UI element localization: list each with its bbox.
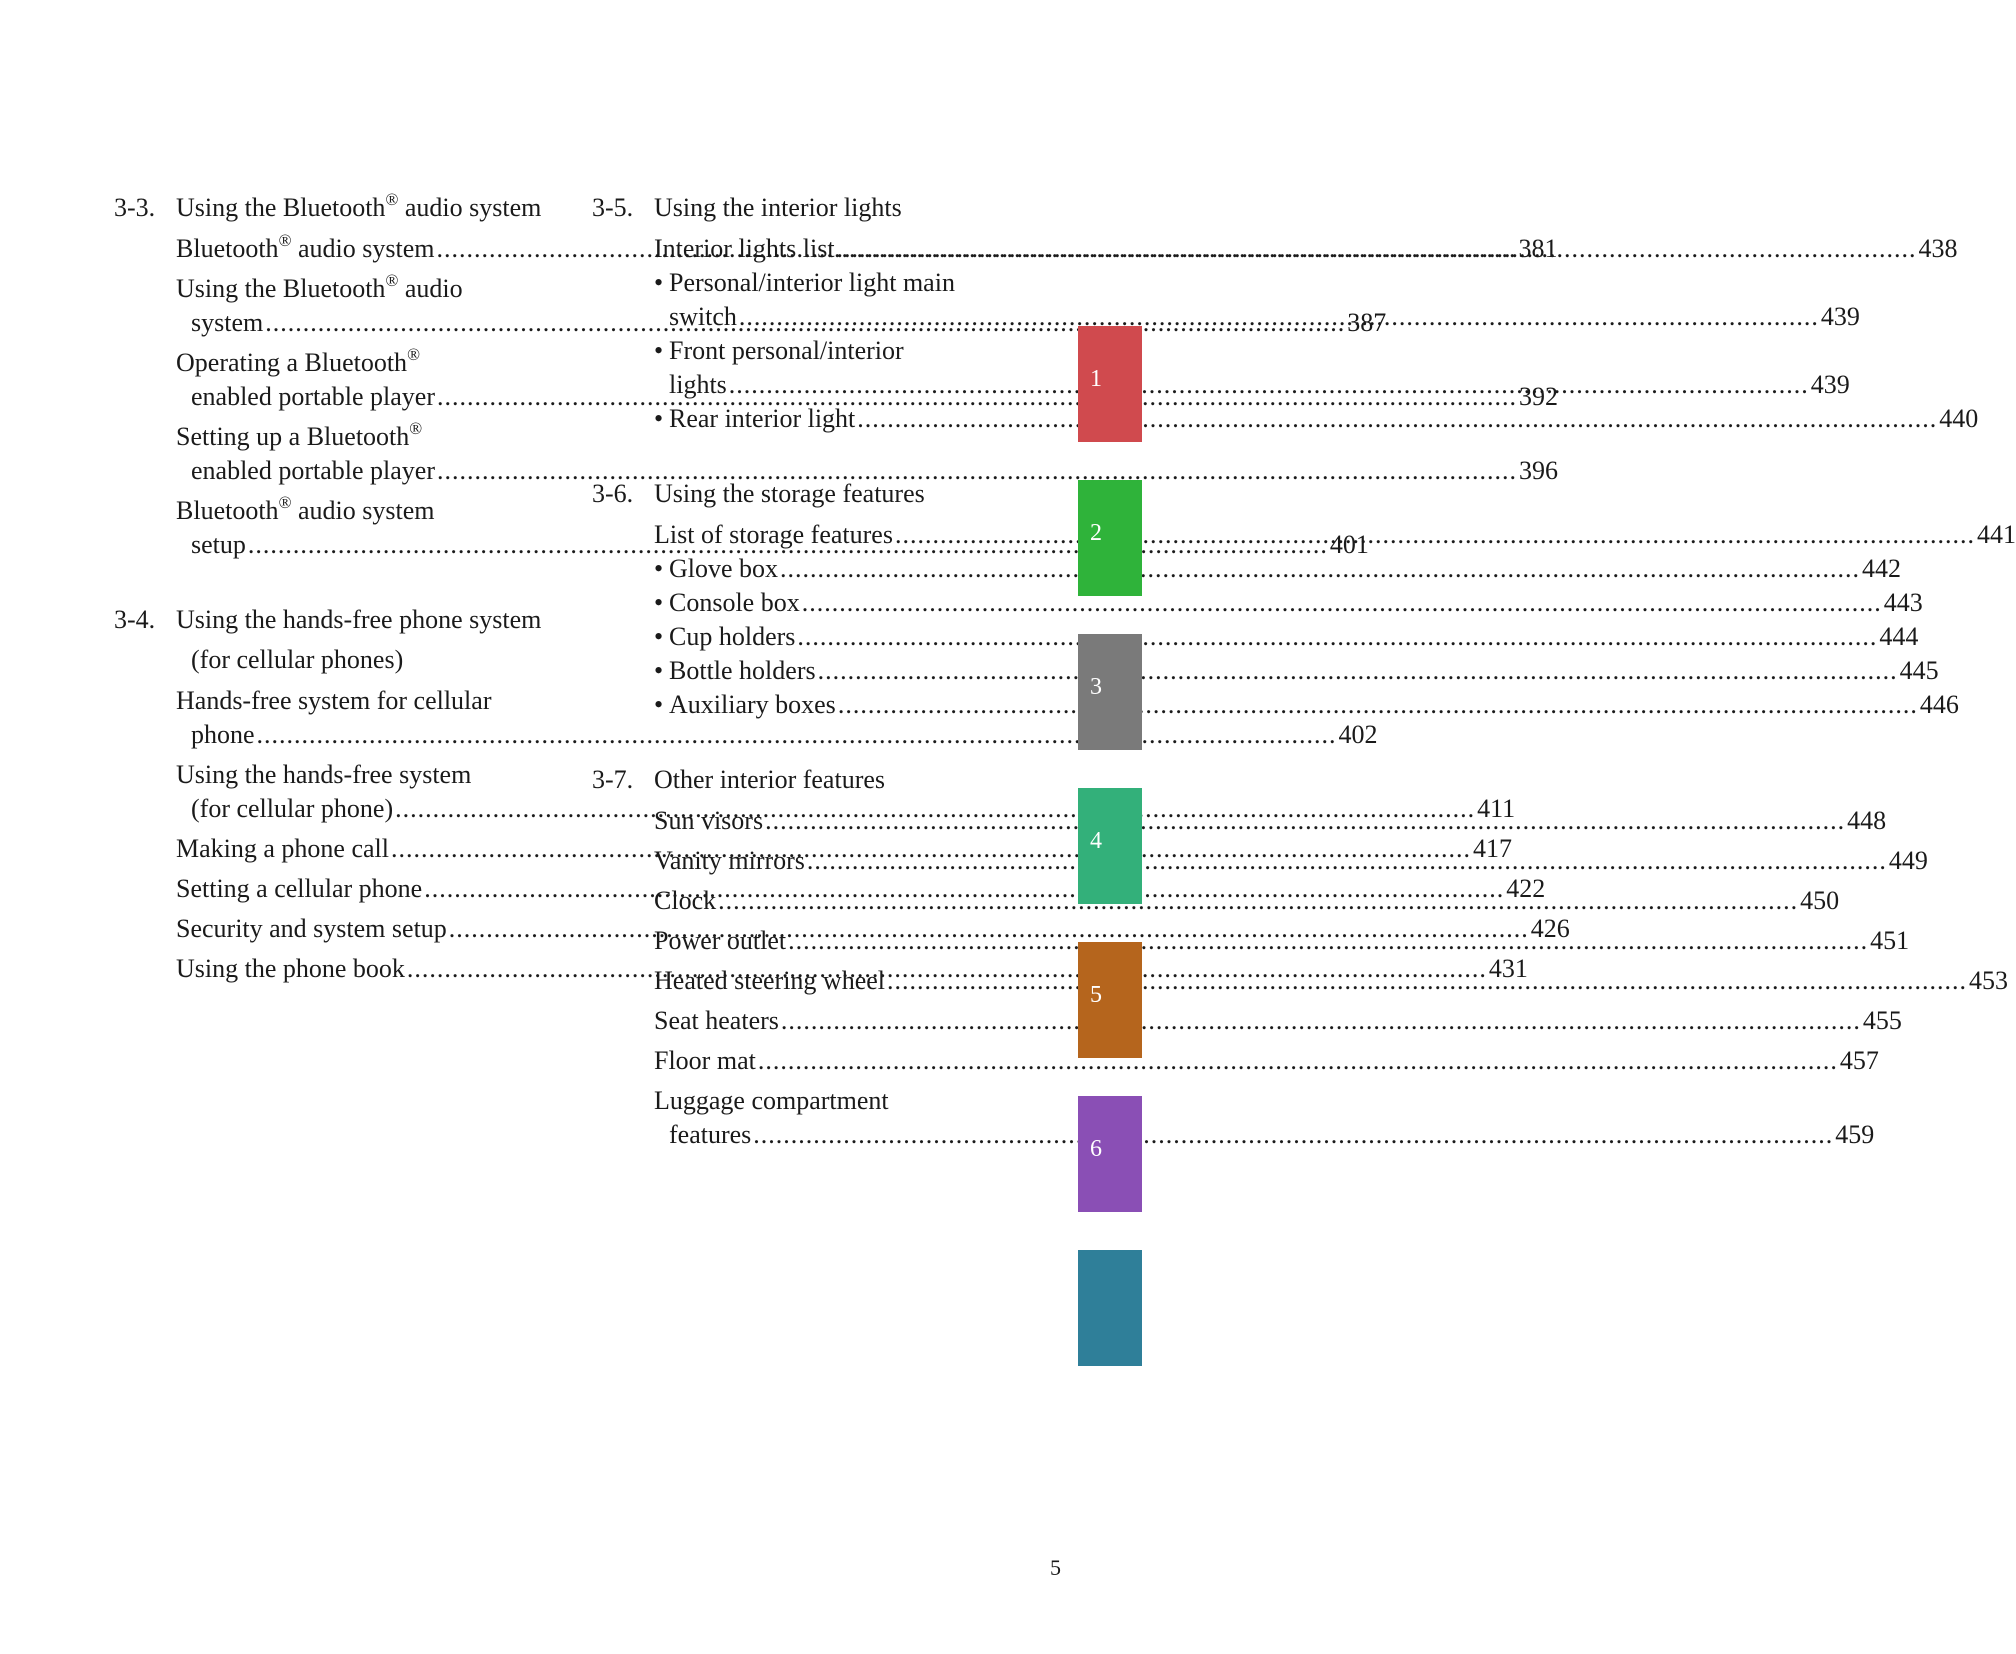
- toc-entry[interactable]: Making a phone call ..... 417: [176, 832, 548, 866]
- page-ref: 426: [1530, 914, 1570, 943]
- page-ref: 402: [1338, 720, 1378, 749]
- toc-entry[interactable]: Setting up a Bluetooth® enabled portable player ..... 396: [176, 420, 548, 488]
- toc-entry[interactable]: Seat heaters ..... 455: [654, 1004, 1026, 1038]
- chapter-tab-4[interactable]: [1078, 788, 1142, 904]
- section-heading: [114, 188, 548, 228]
- chapter-tab-label: 5: [1090, 982, 1102, 1008]
- page-ref: 457: [1839, 1046, 1879, 1075]
- page-ref: 381: [1518, 234, 1558, 263]
- page-ref: 450: [1800, 886, 1840, 915]
- toc-entry[interactable]: Heated steering wheel ..... 453: [654, 964, 1026, 998]
- section-title[interactable]: Other interior features: [654, 765, 886, 794]
- page-ref: 396: [1519, 456, 1558, 485]
- page-ref: 444: [1879, 622, 1919, 651]
- toc-entry[interactable]: Using the Bluetooth® audio system ..... 387: [176, 272, 548, 340]
- section-number: 3-7.: [592, 765, 634, 794]
- toc-entry[interactable]: Luggage compartment features ..... 459: [654, 1084, 1026, 1152]
- toc-entry-bullet[interactable]: • Glove box ..... 442: [654, 552, 1026, 586]
- page-ref: 417: [1473, 834, 1512, 863]
- toc-entry-bullet[interactable]: • Console box ..... 443: [654, 586, 1026, 620]
- chapter-tab-3[interactable]: [1078, 634, 1142, 750]
- toc-entry-bullet[interactable]: • Rear interior light ..... 440: [654, 402, 1026, 436]
- toc-entry[interactable]: Operating a Bluetooth® enabled portable player ..... 392: [176, 346, 548, 414]
- section-number: 3-4.: [114, 605, 156, 634]
- toc-entry[interactable]: Floor mat ..... 457: [654, 1044, 1026, 1078]
- chapter-tab-6[interactable]: [1078, 1096, 1142, 1212]
- section-number: 3-5.: [592, 193, 634, 222]
- toc-entry[interactable]: Setting a cellular phone ..... 422: [176, 872, 548, 906]
- page-ref: 446: [1919, 690, 1959, 719]
- page-ref: 387: [1347, 308, 1387, 337]
- section-heading: [592, 760, 1026, 800]
- toc-entry-bullet[interactable]: • Personal/interior light main switch ..... 439: [654, 266, 1026, 334]
- page-ref: 459: [1835, 1120, 1875, 1149]
- page-ref: 439: [1820, 302, 1860, 331]
- page-ref: 440: [1939, 404, 1979, 433]
- page-ref: 392: [1519, 382, 1558, 411]
- section-title[interactable]: Using the hands-free phone system (for cellular phones): [176, 605, 542, 674]
- chapter-tab-label: 1: [1090, 366, 1102, 392]
- page-ref: 445: [1899, 656, 1939, 685]
- toc-entry[interactable]: Hands-free system for cellular phone ..... 402: [176, 684, 548, 752]
- chapter-tab-label: 4: [1090, 828, 1102, 854]
- section-heading: [592, 188, 1026, 228]
- chapter-tab-label: 6: [1090, 1136, 1102, 1162]
- page-ref: 443: [1883, 588, 1923, 617]
- toc-entry[interactable]: Using the hands-free system (for cellular phone) ..... 411: [176, 758, 548, 826]
- chapter-tab-7[interactable]: [1078, 1250, 1142, 1366]
- page-ref: 431: [1488, 954, 1528, 983]
- chapter-tab-1[interactable]: [1078, 326, 1142, 442]
- toc-entry[interactable]: Sun visors ..... 448: [654, 804, 1026, 838]
- toc-entry[interactable]: Clock ..... 450: [654, 884, 1026, 918]
- page-ref: 401: [1329, 530, 1369, 559]
- chapter-tab-label: 2: [1090, 520, 1102, 546]
- page-ref: 448: [1847, 806, 1887, 835]
- toc-entry[interactable]: Security and system setup ..... 426: [176, 912, 548, 946]
- page-number: 5: [1050, 1555, 1061, 1580]
- section-title[interactable]: Using the storage features: [654, 479, 925, 508]
- toc-entry[interactable]: Vanity mirrors ..... 449: [654, 844, 1026, 878]
- section-heading: [592, 474, 1026, 514]
- toc-entry[interactable]: Bluetooth® audio system setup ..... 401: [176, 494, 548, 562]
- toc-entry[interactable]: List of storage features ..... 441: [654, 518, 1026, 552]
- page-ref: 438: [1918, 234, 1958, 263]
- page-ref: 442: [1862, 554, 1902, 583]
- toc-entry[interactable]: Using the phone book ..... 431: [176, 952, 548, 986]
- chapter-tab-2[interactable]: [1078, 480, 1142, 596]
- toc-entry[interactable]: Power outlet ..... 451: [654, 924, 1026, 958]
- toc-entry-bullet[interactable]: • Auxiliary boxes ..... 446: [654, 688, 1026, 722]
- toc-entry-bullet[interactable]: • Front personal/interior lights ..... 439: [654, 334, 1026, 402]
- section-number: 3-6.: [592, 479, 634, 508]
- page-ref: 422: [1506, 874, 1546, 903]
- page-ref: 441: [1976, 520, 2016, 549]
- page-ref: 411: [1477, 794, 1516, 823]
- toc-entry-bullet[interactable]: • Bottle holders ..... 445: [654, 654, 1026, 688]
- section-title[interactable]: Using the Bluetooth® audio system: [176, 190, 542, 222]
- page-ref: 449: [1888, 846, 1928, 875]
- chapter-tab-label: 3: [1090, 674, 1102, 700]
- section-heading: [114, 600, 548, 680]
- toc-entry[interactable]: Bluetooth® audio system ..... 381: [176, 232, 548, 266]
- page-ref: 451: [1870, 926, 1910, 955]
- chapter-tab-5[interactable]: [1078, 942, 1142, 1058]
- toc-entry-bullet[interactable]: • Cup holders ..... 444: [654, 620, 1026, 654]
- page-ref: 453: [1969, 966, 2009, 995]
- page-ref: 439: [1810, 370, 1850, 399]
- section-number: 3-3.: [114, 193, 156, 222]
- page-ref: 455: [1862, 1006, 1902, 1035]
- section-title[interactable]: Using the interior lights: [654, 193, 902, 222]
- toc-entry[interactable]: Interior lights list ..... 438: [654, 232, 1026, 266]
